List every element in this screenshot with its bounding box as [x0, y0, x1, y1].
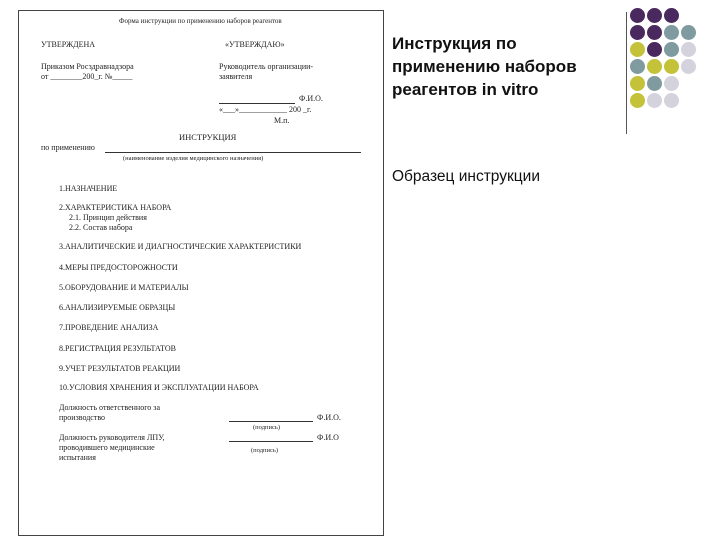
signature-2-role-line-3: испытания [59, 453, 96, 462]
section-item: 6.АНАЛИЗИРУЕМЫЕ ОБРАЗЦЫ [59, 303, 176, 312]
decor-dot-light [647, 93, 662, 108]
decor-dot-olive [664, 59, 679, 74]
signature-1-caption: (подпись) [253, 424, 280, 431]
decor-dot-olive [630, 76, 645, 91]
signature-2-role-line-1: Должность руководителя ЛПУ, [59, 433, 165, 442]
head-line-2: заявителя [219, 72, 253, 81]
date-line: «___»____________ 200 _г. [219, 105, 312, 114]
usage-caption: (наименование изделия медицинского назначения) [123, 155, 264, 162]
signature-1-fio: Ф.И.О. [317, 413, 341, 422]
signature-2-underline [229, 441, 313, 442]
fio-underline [219, 103, 295, 104]
section-item: 1.НАЗНАЧЕНИЕ [59, 184, 118, 193]
section-item: 3.АНАЛИТИЧЕСКИЕ И ДИАГНОСТИЧЕСКИЕ ХАРАКТЕРИСТИКИ [59, 242, 302, 251]
fio-label: Ф.И.О. [299, 94, 323, 103]
section-item: 5.ОБОРУДОВАНИЕ И МАТЕРИАЛЫ [59, 283, 189, 292]
decor-dot-purple [630, 25, 645, 40]
approve-label: «УТВЕРЖДАЮ» [225, 40, 285, 49]
section-item: 4.МЕРЫ ПРЕДОСТОРОЖНОСТИ [59, 263, 178, 272]
decor-dot-gray [664, 25, 679, 40]
decor-dot-light [664, 76, 679, 91]
section-subitem: 2.1. Принцип действия [69, 213, 147, 222]
decor-dot-light [681, 42, 696, 57]
decor-dot-gray [664, 42, 679, 57]
instruction-form-document [18, 10, 384, 536]
instruction-heading: ИНСТРУКЦИЯ [179, 132, 237, 142]
section-item: 7.ПРОВЕДЕНИЕ АНАЛИЗА [59, 323, 159, 332]
decor-dot-purple [647, 25, 662, 40]
decor-dot-purple [630, 8, 645, 23]
section-item: 2.ХАРАКТЕРИСТИКА НАБОРА [59, 203, 172, 212]
decor-dot-gray [681, 25, 696, 40]
slide-title-line: применению наборов [392, 57, 577, 76]
signature-1-underline [229, 421, 313, 422]
slide-title-line: реагентов in vitro [392, 80, 539, 99]
order-line-2: от ________200_г. №_____ [41, 72, 133, 81]
form-title: Форма инструкции по применению наборов реагентов [119, 17, 282, 25]
slide-title-line: Инструкция по [392, 34, 517, 53]
usage-underline [105, 152, 361, 153]
decor-dot-gray [647, 76, 662, 91]
signature-1-role-line-2: производство [59, 413, 106, 422]
decor-dot-light [681, 59, 696, 74]
decor-dot-light [664, 93, 679, 108]
signature-1-role-line-1: Должность ответственного за [59, 403, 160, 412]
stamp-label: М.п. [274, 116, 290, 125]
signature-2-fio: Ф.И.О [317, 433, 339, 442]
decor-dot-gray [630, 59, 645, 74]
decor-dot-olive [630, 93, 645, 108]
section-item: 8.РЕГИСТРАЦИЯ РЕЗУЛЬТАТОВ [59, 344, 176, 353]
decor-dot-purple [647, 8, 662, 23]
signature-2-role-line-2: проводившего медицинские [59, 443, 155, 452]
usage-prefix: по применению [41, 143, 95, 152]
head-line-1: Руководитель организации- [219, 62, 314, 71]
slide-title [392, 32, 622, 101]
approved-label: УТВЕРЖДЕНА [41, 40, 96, 49]
decor-dot-olive [647, 59, 662, 74]
vertical-divider [626, 12, 627, 134]
order-line-1: Приказом Росздравнадзора [41, 62, 134, 71]
decor-dot-olive [630, 42, 645, 57]
section-item: 9.УЧЕТ РЕЗУЛЬТАТОВ РЕАКЦИИ [59, 364, 181, 373]
signature-2-caption: (подпись) [251, 447, 278, 454]
slide-subtitle: Образец инструкции [392, 168, 540, 185]
section-item: 10.УСЛОВИЯ ХРАНЕНИЯ И ЭКСПЛУАТАЦИИ НАБОРА [59, 383, 259, 392]
decor-dot-purple [664, 8, 679, 23]
decor-dot-purple [647, 42, 662, 57]
section-subitem: 2.2. Состав набора [69, 223, 133, 232]
